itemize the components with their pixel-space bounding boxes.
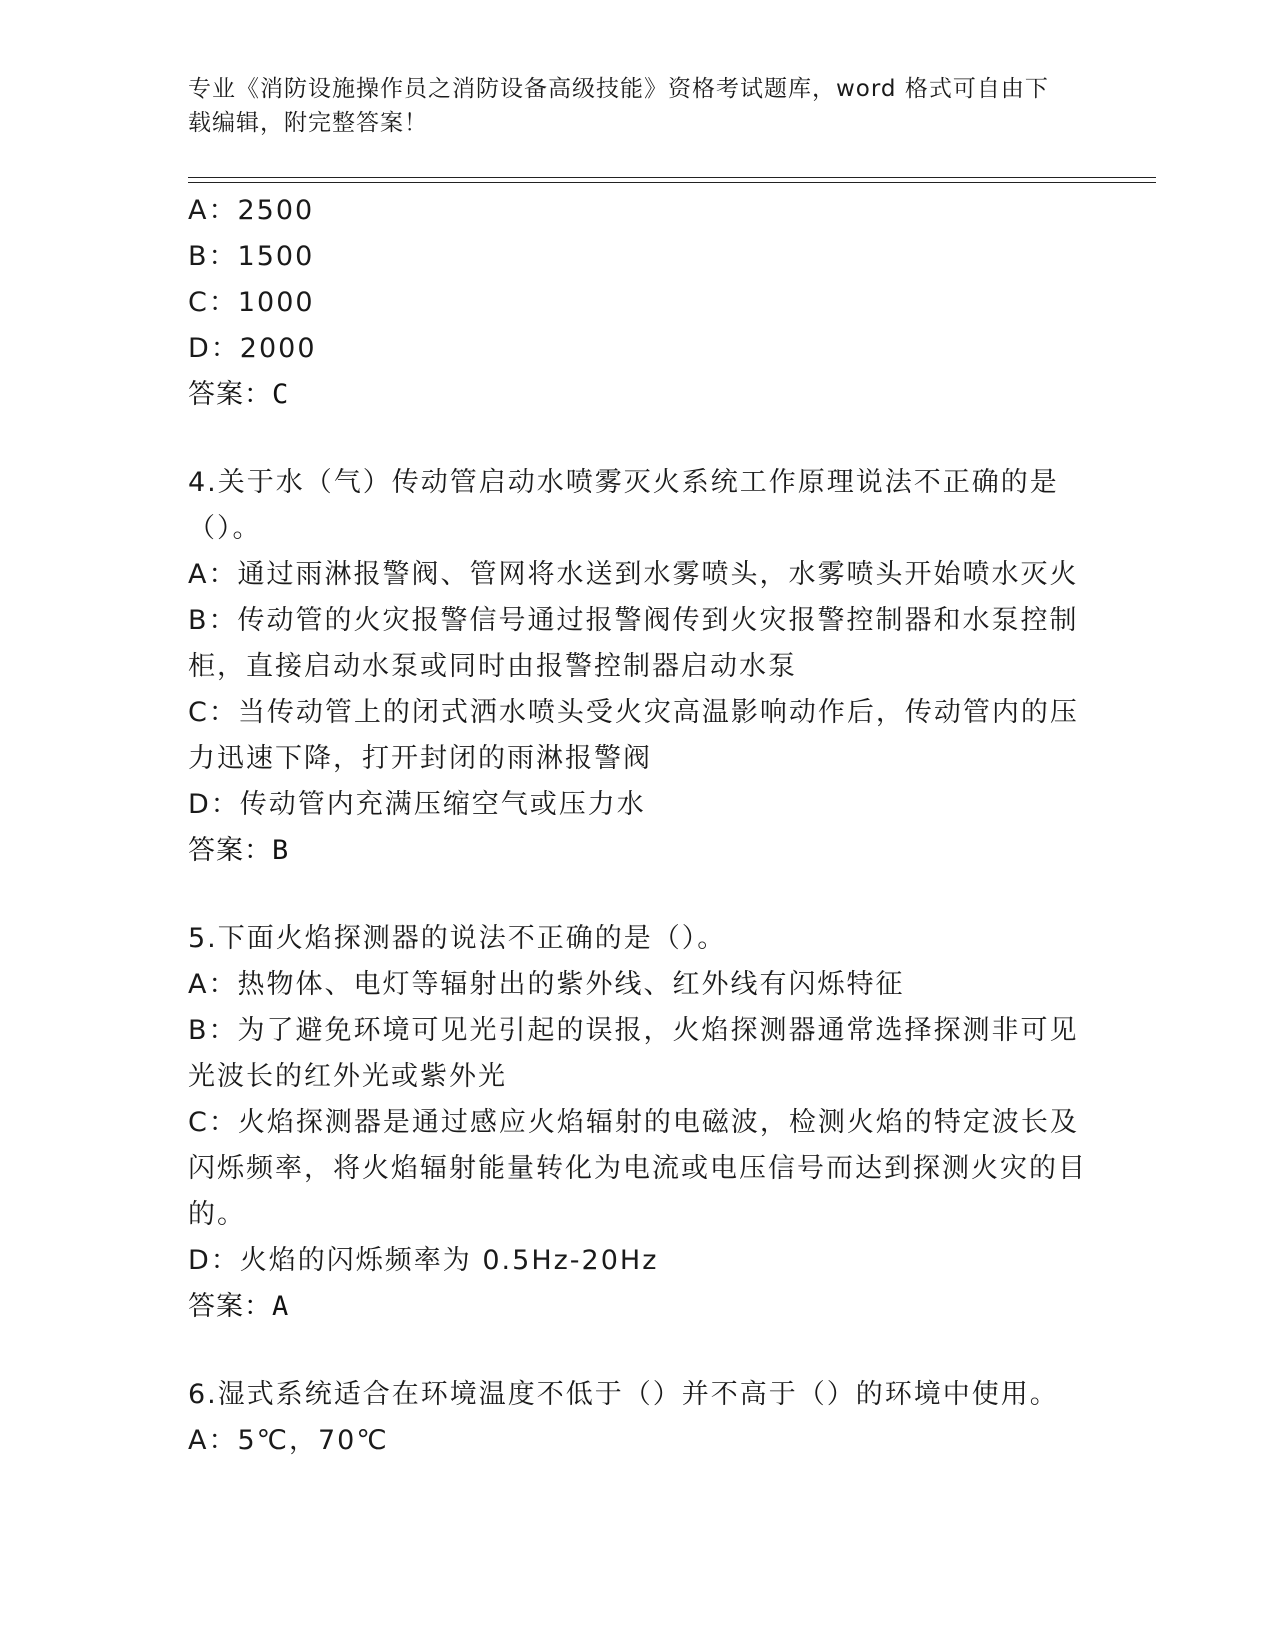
spacer — [188, 874, 1088, 916]
spacer — [188, 1330, 1088, 1372]
option-a: A：5℃，70℃ — [188, 1425, 389, 1456]
question-6 — [188, 1372, 1088, 1464]
question-stem: 5.下面火焰探测器的说法不正确的是（）。 — [188, 923, 727, 954]
question-content — [188, 188, 1088, 1464]
option-c: C：1000 — [188, 287, 315, 318]
question-stem: 6.湿式系统适合在环境温度不低于（）并不高于（）的环境中使用。 — [188, 1379, 1059, 1410]
answer-line: 答案：A — [188, 1291, 290, 1322]
spacer — [188, 418, 1088, 460]
option-d: D：传动管内充满压缩空气或压力水 — [188, 789, 646, 820]
question-5 — [188, 916, 1088, 1330]
option-d: D：火焰的闪烁频率为 0.5Hz-20Hz — [188, 1245, 659, 1276]
option-a: A：2500 — [188, 195, 315, 226]
answer-line: 答案：B — [188, 835, 290, 866]
document-header: 专业《消防设施操作员之消防设备高级技能》资格考试题库，word 格式可自由下载编辑，附完整答案！ — [188, 76, 1049, 136]
question-3-tail — [188, 188, 1088, 418]
answer-line: 答案：C — [188, 379, 290, 410]
option-a: A：通过雨淋报警阀、管网将水送到水雾喷头，水雾喷头开始喷水灭火 — [188, 559, 1079, 590]
header-divider-top — [188, 177, 1156, 178]
header-divider-bottom — [188, 182, 1156, 183]
option-c: C：当传动管上的闭式洒水喷头受火灾高温影响动作后，传动管内的压力迅速下降，打开封闭的雨淋报警阀 — [188, 697, 1079, 774]
option-c: C：火焰探测器是通过感应火焰辐射的电磁波，检测火焰的特定波长及闪烁频率，将火焰辐射能量转化为电流或电压信号而达到探测火灾的目的。 — [188, 1107, 1087, 1230]
question-stem: 4.关于水（气）传动管启动水喷雾灭火系统工作原理说法不正确的是（）。 — [188, 467, 1059, 544]
option-a: A：热物体、电灯等辐射出的紫外线、红外线有闪烁特征 — [188, 969, 905, 1000]
option-b: B：为了避免环境可见光引起的误报，火焰探测器通常选择探测非可见光波长的红外光或紫外光 — [188, 1015, 1079, 1092]
option-b: B：传动管的火灾报警信号通过报警阀传到火灾报警控制器和水泵控制柜，直接启动水泵或同时由报警控制器启动水泵 — [188, 605, 1079, 682]
option-d: D：2000 — [188, 333, 317, 364]
option-b: B：1500 — [188, 241, 315, 272]
question-4 — [188, 460, 1088, 874]
